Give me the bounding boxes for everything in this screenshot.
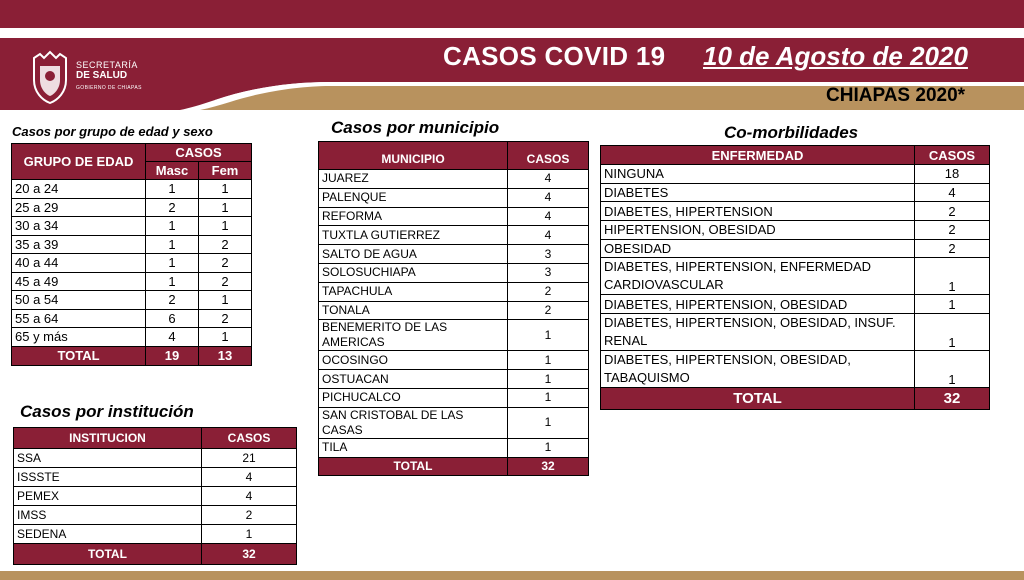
table-row: [12, 328, 252, 347]
total-label: TOTAL: [12, 346, 146, 365]
table-row: [12, 235, 252, 254]
table-row: [319, 320, 589, 351]
age-group-cell: 40 a 44: [12, 254, 146, 273]
table-row: [12, 291, 252, 310]
table-row: [12, 272, 252, 291]
masc-cell: 1: [146, 254, 199, 273]
col-header-fem: Fem: [199, 162, 252, 180]
col-header-municipio: MUNICIPIO: [319, 142, 508, 170]
table-row: [601, 351, 990, 388]
top-band: [0, 0, 1024, 28]
institution-name-cell: IMSS: [14, 506, 202, 525]
table-row: [12, 217, 252, 236]
total-row: [12, 346, 252, 365]
enfermedad-cases-cell: 2: [915, 202, 990, 221]
enfermedad-cases-cell: 1: [915, 295, 990, 314]
enfermedad-cases-cell: 2: [915, 221, 990, 240]
age-group-cell: 55 a 64: [12, 309, 146, 328]
total-value: 32: [202, 544, 297, 565]
table-row: [601, 258, 990, 295]
table-row: [14, 506, 297, 525]
total-value: 32: [508, 457, 589, 475]
municipio-cases-cell: 4: [508, 226, 589, 245]
shield-icon: [30, 50, 70, 104]
masc-cell: 1: [146, 235, 199, 254]
table-row: [14, 449, 297, 468]
comorbidity-title: Co-morbilidades: [724, 123, 859, 142]
municipio-cases-cell: 3: [508, 263, 589, 282]
report-date: 10 de Agosto de 2020: [703, 41, 968, 71]
table-row: [319, 388, 589, 407]
enfermedad-name-cell: DIABETES: [601, 183, 915, 202]
table-row: [319, 438, 589, 457]
table-row: [319, 282, 589, 301]
municipio-cases-cell: 1: [508, 407, 589, 438]
age-sex-title: Casos por grupo de edad y sexo: [12, 124, 213, 139]
table-row: [12, 198, 252, 217]
municipio-cases-cell: 3: [508, 245, 589, 264]
table-row: [14, 468, 297, 487]
municipio-cases-cell: 4: [508, 188, 589, 207]
total-label: TOTAL: [601, 388, 915, 410]
age-group-cell: 35 a 39: [12, 235, 146, 254]
col-header-institution: INSTITUCION: [14, 428, 202, 449]
institution-table: [13, 427, 297, 565]
logo-text-salud: DE SALUD: [76, 70, 128, 81]
table-row: [319, 301, 589, 320]
municipio-cases-cell: 1: [508, 370, 589, 389]
municipio-cases-cell: 4: [508, 170, 589, 189]
age-sex-table: [11, 143, 252, 366]
masc-cell: 4: [146, 328, 199, 347]
col-header-group: GRUPO DE EDAD: [12, 144, 146, 180]
total-value: 32: [915, 388, 990, 410]
total-row: [14, 544, 297, 565]
masc-cell: 1: [146, 272, 199, 291]
table-row: [601, 183, 990, 202]
municipio-name-cell: TAPACHULA: [319, 282, 508, 301]
municipio-cases-cell: 2: [508, 301, 589, 320]
enfermedad-name-cell: DIABETES, HIPERTENSION, OBESIDAD, INSUF. RENAL: [601, 314, 915, 351]
enfermedad-name-cell: NINGUNA: [601, 165, 915, 184]
enfermedad-name-cell: DIABETES, HIPERTENSION: [601, 202, 915, 221]
age-group-cell: 25 a 29: [12, 198, 146, 217]
municipio-name-cell: PALENQUE: [319, 188, 508, 207]
enfermedad-cases-cell: 2: [915, 239, 990, 258]
municipio-name-cell: TUXTLA GUTIERREZ: [319, 226, 508, 245]
fem-cell: 2: [199, 272, 252, 291]
table-row: [319, 407, 589, 438]
enfermedad-name-cell: DIABETES, HIPERTENSION, OBESIDAD: [601, 295, 915, 314]
table-row: [319, 263, 589, 282]
masc-cell: 2: [146, 198, 199, 217]
institution-cases-cell: 4: [202, 487, 297, 506]
table-row: [319, 207, 589, 226]
masc-cell: 6: [146, 309, 199, 328]
institution-name-cell: ISSSTE: [14, 468, 202, 487]
masc-cell: 1: [146, 180, 199, 199]
table-row: [319, 370, 589, 389]
municipio-name-cell: SOLOSUCHIAPA: [319, 263, 508, 282]
col-header-cases: CASOS: [146, 144, 252, 162]
institution-name-cell: SSA: [14, 449, 202, 468]
col-header-masc: Masc: [146, 162, 199, 180]
municipio-cases-cell: 1: [508, 438, 589, 457]
masc-cell: 2: [146, 291, 199, 310]
fem-cell: 1: [199, 180, 252, 199]
municipio-table: [318, 141, 589, 476]
fem-cell: 1: [199, 291, 252, 310]
enfermedad-name-cell: OBESIDAD: [601, 239, 915, 258]
fem-cell: 2: [199, 235, 252, 254]
municipio-name-cell: REFORMA: [319, 207, 508, 226]
fem-cell: 1: [199, 198, 252, 217]
age-group-cell: 30 a 34: [12, 217, 146, 236]
table-row: [14, 487, 297, 506]
total-fem: 13: [199, 346, 252, 365]
table-row: [319, 351, 589, 370]
age-group-cell: 50 a 54: [12, 291, 146, 310]
page-title: CASOS COVID 19: [443, 41, 666, 71]
total-label: TOTAL: [319, 457, 508, 475]
age-group-cell: 65 y más: [12, 328, 146, 347]
comorbidity-table: [600, 145, 990, 410]
municipio-cases-cell: 1: [508, 388, 589, 407]
logo-text-secretaria: SECRETARÍA: [76, 60, 138, 70]
municipio-name-cell: OSTUACAN: [319, 370, 508, 389]
total-label: TOTAL: [14, 544, 202, 565]
region-label: CHIAPAS 2020*: [826, 85, 966, 106]
age-group-cell: 20 a 24: [12, 180, 146, 199]
table-row: [601, 165, 990, 184]
fem-cell: 2: [199, 309, 252, 328]
municipio-cases-cell: 2: [508, 282, 589, 301]
enfermedad-cases-cell: 4: [915, 183, 990, 202]
fem-cell: 1: [199, 328, 252, 347]
table-row: [319, 170, 589, 189]
col-header-cases: CASOS: [915, 146, 990, 165]
institution-title: Casos por institución: [20, 402, 194, 421]
table-row: [319, 226, 589, 245]
enfermedad-cases-cell: 18: [915, 165, 990, 184]
municipio-name-cell: SAN CRISTOBAL DE LAS CASAS: [319, 407, 508, 438]
col-header-enfermedad: ENFERMEDAD: [601, 146, 915, 165]
table-row: [12, 309, 252, 328]
municipio-cases-cell: 1: [508, 351, 589, 370]
fem-cell: 1: [199, 217, 252, 236]
institution-name-cell: SEDENA: [14, 525, 202, 544]
municipio-cases-cell: 1: [508, 320, 589, 351]
secretaria-logo: [30, 50, 180, 106]
table-row: [601, 239, 990, 258]
municipio-name-cell: PICHUCALCO: [319, 388, 508, 407]
institution-name-cell: PEMEX: [14, 487, 202, 506]
enfermedad-name-cell: DIABETES, HIPERTENSION, OBESIDAD, TABAQUISMO: [601, 351, 915, 388]
table-row: [14, 525, 297, 544]
table-row: [601, 295, 990, 314]
table-row: [601, 314, 990, 351]
total-row: [601, 388, 990, 410]
age-group-cell: 45 a 49: [12, 272, 146, 291]
municipio-name-cell: JUAREZ: [319, 170, 508, 189]
total-masc: 19: [146, 346, 199, 365]
municipio-name-cell: BENEMERITO DE LAS AMERICAS: [319, 320, 508, 351]
table-row: [319, 188, 589, 207]
institution-cases-cell: 1: [202, 525, 297, 544]
table-row: [601, 202, 990, 221]
table-row: [12, 254, 252, 273]
enfermedad-cases-cell: 1: [915, 258, 990, 295]
fem-cell: 2: [199, 254, 252, 273]
enfermedad-cases-cell: 1: [915, 314, 990, 351]
top-stripe: [0, 28, 1024, 38]
municipio-name-cell: OCOSINGO: [319, 351, 508, 370]
municipio-cases-cell: 4: [508, 207, 589, 226]
enfermedad-cases-cell: 1: [915, 351, 990, 388]
institution-cases-cell: 21: [202, 449, 297, 468]
col-header-cases: CASOS: [508, 142, 589, 170]
table-row: [319, 245, 589, 264]
masc-cell: 1: [146, 217, 199, 236]
enfermedad-name-cell: HIPERTENSION, OBESIDAD: [601, 221, 915, 240]
col-header-cases: CASOS: [202, 428, 297, 449]
table-row: [601, 221, 990, 240]
total-row: [319, 457, 589, 475]
logo-text-gobierno: GOBIERNO DE CHIAPAS: [76, 85, 142, 91]
bottom-band: [0, 571, 1024, 580]
institution-cases-cell: 2: [202, 506, 297, 525]
municipio-name-cell: TILA: [319, 438, 508, 457]
enfermedad-name-cell: DIABETES, HIPERTENSION, ENFERMEDAD CARDIOVASCULAR: [601, 258, 915, 295]
municipio-name-cell: SALTO DE AGUA: [319, 245, 508, 264]
institution-cases-cell: 4: [202, 468, 297, 487]
municipio-title: Casos por municipio: [331, 118, 500, 137]
municipio-name-cell: TONALA: [319, 301, 508, 320]
table-row: [12, 180, 252, 199]
